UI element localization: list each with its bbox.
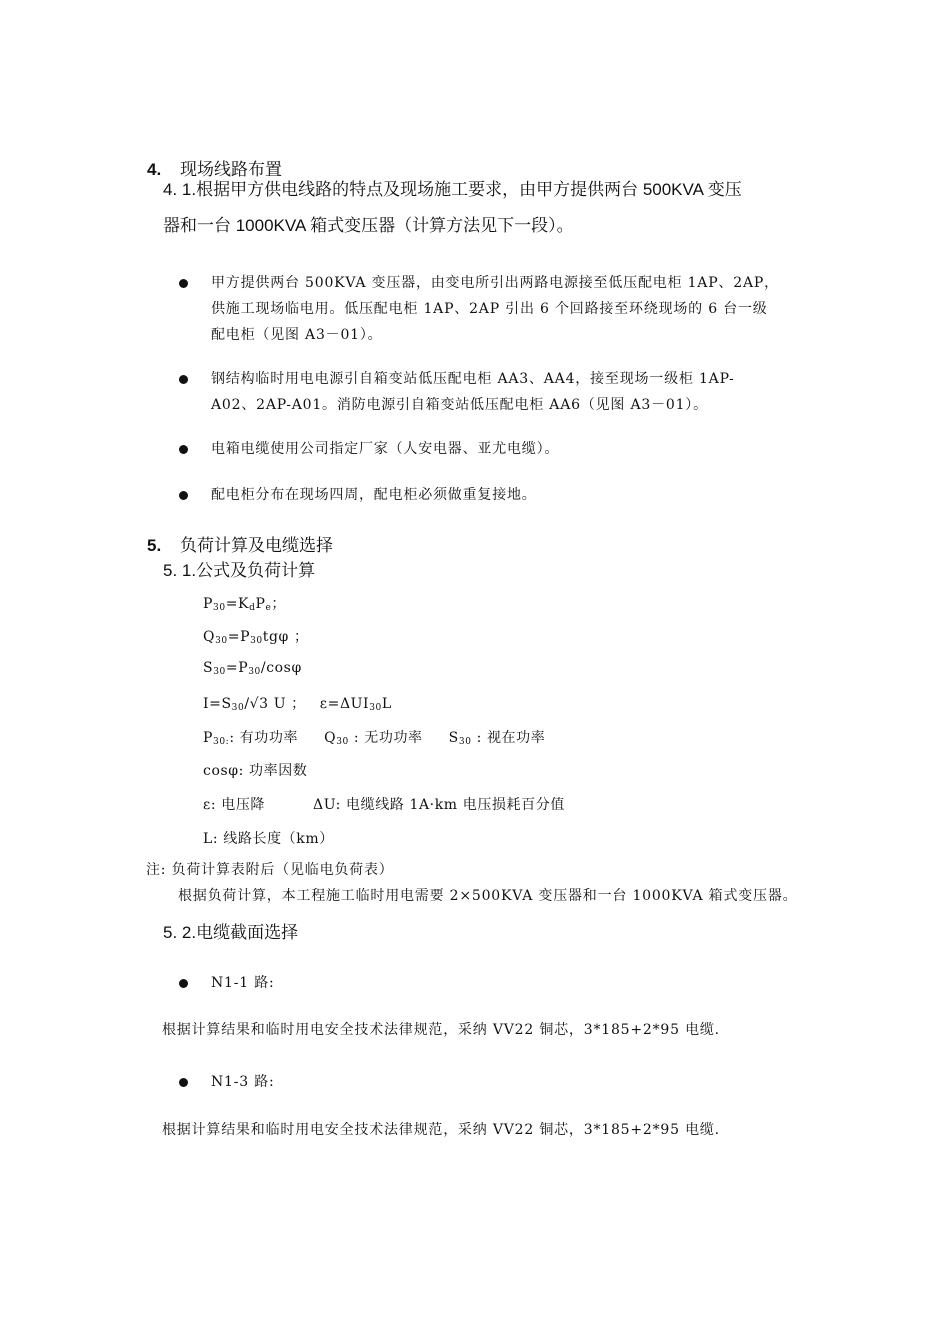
formula-subscript: 30 [215,636,228,646]
subsection-title: 电缆截面选择 [196,923,299,942]
formula-symbol: /cosφ [260,660,302,676]
subsection-text-line: 根据甲方供电线路的特点及现场施工要求，由甲方提供两台 500KVA 变压 [196,180,742,199]
bullet-text-line: 甲方提供两台 500KVA 变压器，由变电所引出两路电源接至低压配电柜 1AP、2AP， [211,275,779,291]
bullet-item [211,436,831,462]
subsection-4-1 [163,172,833,244]
subsection-5-2-heading [163,918,298,943]
formula-subscript: 30 [250,636,263,646]
formula-definition: : 有功功率 [229,730,299,746]
formula-symbol: ； [271,596,287,612]
formula-subscript: 30: [213,737,230,747]
formula-symbol: /√3 U ； [244,696,306,712]
formula-subscript: e [265,603,272,613]
formula-subscript: 30 [458,737,472,747]
formula-symbol: =P [225,660,249,676]
formula-s30 [203,660,302,677]
formula-length [203,828,334,848]
formula-symbol: Q [203,629,216,645]
cable-route-description [162,1017,720,1043]
note-text: 注: 负荷计算表附后（见临电负荷表） [146,862,394,878]
formula-definition: ε: 电压降 [203,797,266,813]
formula-p30 [203,593,286,613]
bullet-icon [179,375,188,384]
formula-definition: cosφ: 功率因数 [203,763,308,779]
formula-symbol: Q [324,730,337,746]
subsection-number: 5. 2. [163,923,197,942]
formula-symbol: S [203,660,214,676]
cable-route-name: N1-1 路: [211,975,275,991]
bullet-text-line: 配电柜（见图 A3－01）。 [211,327,383,343]
formula-subscript: 30 [248,667,261,677]
section-number: 4. [147,160,162,179]
bullet-text-line: 电箱电缆使用公司指定厂家（人安电器、亚尤电缆）。 [211,441,560,457]
formula-subscript: 30 [369,703,382,713]
formula-symbol: P [203,730,214,746]
formula-symbol: S [448,730,459,746]
formula-subscript: 30 [213,603,226,613]
bullet-icon [179,491,188,500]
subsection-number: 4. 1. [163,180,197,199]
formula-definition: ΔU: 电缆线路 1A·km 电压损耗百分值 [313,797,565,813]
bullet-icon [179,279,188,288]
subsection-5-1-heading [163,556,315,581]
formula-definition: : 视在功率 [471,730,546,746]
formula-definition: L: 线路长度（km） [203,831,334,847]
subsection-text-line: 器和一台 1000KVA 箱式变压器（计算方法见下一段）。 [163,216,574,235]
formula-symbol: =K [225,596,250,612]
section-title: 负荷计算及电缆选择 [180,536,333,555]
formula-symbol: L [381,696,392,712]
cable-route-description [162,1117,720,1143]
formula-power-definitions [203,727,545,747]
formula-subscript: 30 [231,703,245,713]
subsection-title: 公式及负荷计算 [196,561,316,580]
formula-subscript: 30 [336,737,349,747]
formula-subscript: 30 [213,667,226,677]
formula-power-factor [203,760,307,780]
bullet-icon [179,1078,188,1087]
cable-route-text: 根据计算结果和临时用电安全技术法律规范，采纳 VV22 铜芯，3*185+2*95 电缆. [162,1022,720,1038]
note-text: 根据负荷计算，本工程施工临时用电需要 2×500KVA 变压器和一台 1000KVA 箱式变压器。 [178,888,798,904]
bullet-text-line: 供施工现场临电用。低压配电柜 1AP、2AP 引出 6 个回路接至环绕现场的 6 台一级 [211,301,768,317]
formula-q30 [203,626,309,646]
bullet-item [211,270,831,348]
cable-route-name: N1-3 路: [211,1074,275,1090]
subsection-number: 5. 1. [163,561,197,580]
section-number: 5. [147,536,162,555]
bullet-text-line: 钢结构临时用电电源引自箱变站低压配电柜 AA3、AA4，接至现场一级柜 1AP- [211,371,735,387]
formula-definition: : 无功功率 [348,730,423,746]
formula-symbol: I=S [203,696,232,712]
formula-symbol: P [255,596,266,612]
note-conclusion [178,883,797,909]
bullet-item [211,482,831,508]
bullet-text-line: 配电柜分布在现场四周，配电柜必须做重复接地。 [211,487,537,503]
formula-symbol: P [203,596,214,612]
cable-route-label [211,970,275,996]
section-title: 现场线路布置 [180,160,282,179]
formula-subscript: d [249,603,256,613]
formula-voltage-drop [203,794,565,814]
formula-current-and-drop [203,693,392,713]
note [146,857,394,883]
bullet-text-line: A02、2AP-A01。消防电源引自箱变站低压配电柜 AA6（见图 A3－01）。 [211,397,708,413]
bullet-icon [179,979,188,988]
section-5-heading [147,531,333,556]
formula-symbol: tgφ ； [262,629,309,645]
formula-symbol: ε=ΔUI [319,696,370,712]
formula-symbol: =P [227,629,251,645]
bullet-item [211,366,831,418]
cable-route-text: 根据计算结果和临时用电安全技术法律规范，采纳 VV22 铜芯，3*185+2*95 电缆. [162,1122,720,1138]
bullet-icon [179,445,188,454]
cable-route-label [211,1069,275,1095]
